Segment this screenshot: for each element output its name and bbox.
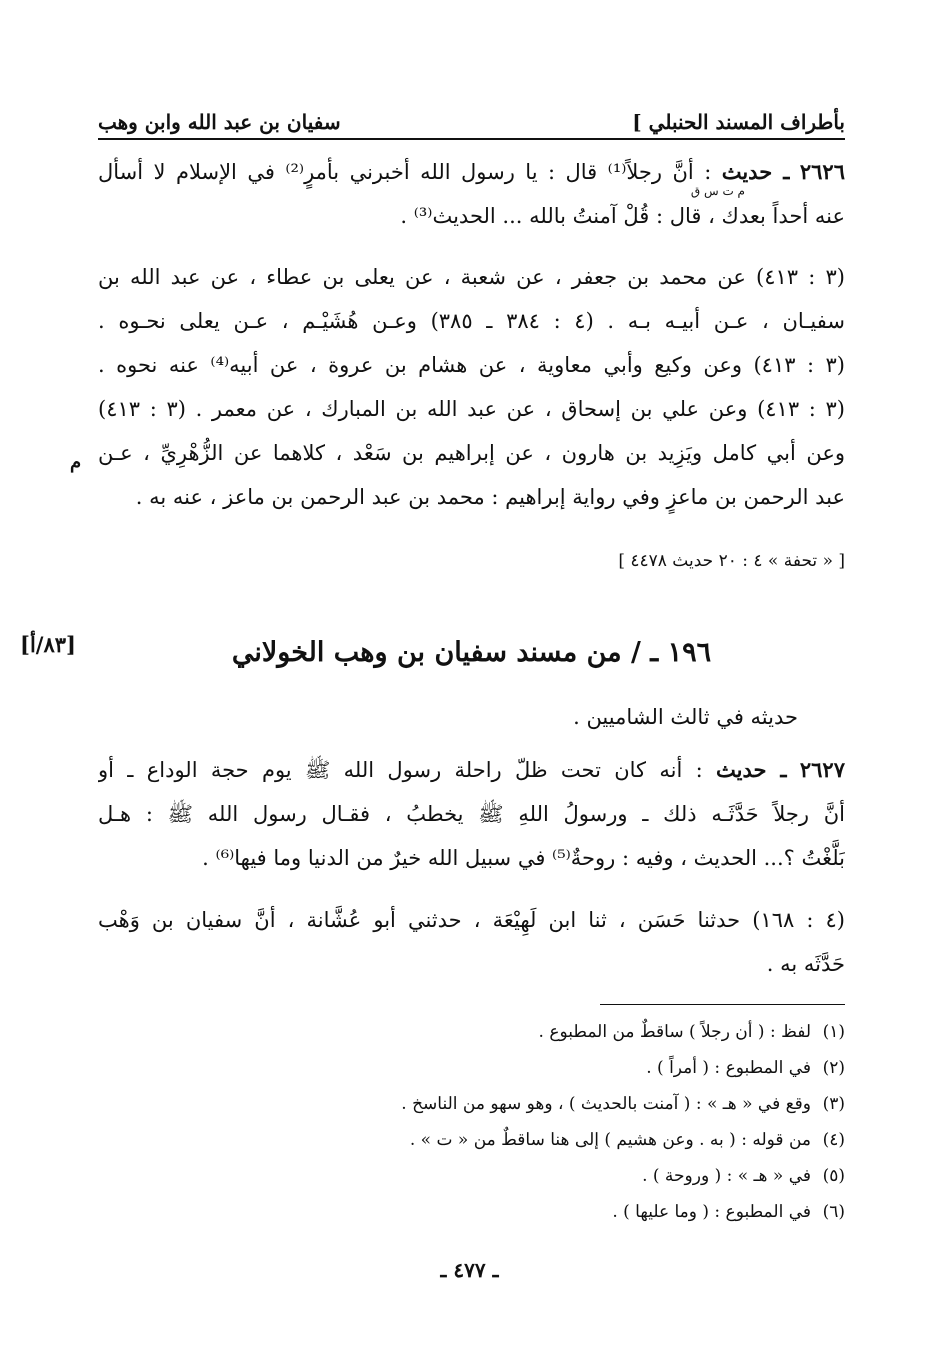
footnote-rule: [600, 1004, 845, 1005]
footnote-number: (٣): [822, 1094, 845, 1114]
hadith-text: : أنَّ رجلاً⁽¹⁾ قال : يا رسول الله أخبرني بأمرٍ⁽²⁾ في الإسلام لا أسأل: [98, 160, 722, 184]
footnote-text: في « هـ » : ( وروحة ) .: [642, 1166, 811, 1186]
isnad-line: عبد الرحمن بن ماعزٍ وفي رواية إبراهيم : محمد بن عبد الرحمن بن ماعز ، عنه به .: [135, 485, 845, 509]
isnad-line: (٣ : ٤١٣) وعن وكيع وأبي معاوية ، عن هشام بن عروة ، عن أبيه⁽⁴⁾ عنه نحوه .: [98, 353, 845, 377]
footnote-text: من قوله : ( به . وعن هشيم ) إلى هنا ساقطٌ من « ت » .: [409, 1130, 811, 1150]
footnote-number: (١): [822, 1022, 845, 1042]
footnote-number: (٥): [822, 1166, 845, 1186]
hadith-line: بَلَّغْتُ ؟... الحديث ، وفيه : روحةٌ⁽⁵⁾ في سبيل الله خيرٌ من الدنيا وما فيها⁽⁶⁾ .: [202, 846, 845, 870]
hadith-line: أنَّ رجلاً حَدَّثَـه ذلك ـ ورسولُ اللهِ ﷺ يخطبُ ، فقـال رسول الله ﷺ : هـل: [98, 802, 845, 826]
isnad-line: (٣ : ٤١٣) وعن علي بن إسحاق ، عن عبد الله بن المبارك ، عن معمر . (٣ : ٤١٣): [98, 397, 845, 421]
footnote: [98, 1122, 845, 1158]
collection-marks: م ت س ق: [690, 184, 745, 198]
footnote: [98, 1050, 845, 1086]
hadith-2626: [98, 150, 845, 238]
folio-margin-note: [٨٣/أ]: [20, 632, 76, 657]
footnote: [98, 1194, 845, 1230]
isnad-line: سفيـان ، عـن أبيـه بـه . (٤ : ٣٨٤ ـ ٣٨٥) وعـن هُشَيْـم ، عـن يعلى نحـوه .: [98, 309, 845, 333]
header-book-title: بأطراف المسند الحنبلي ]: [632, 110, 845, 134]
running-header: [98, 100, 845, 134]
isnad-block: [98, 255, 845, 519]
footnote-number: (٤): [822, 1130, 845, 1150]
footnote: [98, 1014, 845, 1050]
footnote-text: في المطبوع : ( وما عليها ) .: [612, 1202, 811, 1222]
header-rule: [98, 138, 845, 140]
hadith-keyword: ـ حديث: [715, 757, 787, 782]
isnad-line: (٣ : ٤١٣) عن محمد بن جعفر ، عن شعبة ، عن يعلى بن عطاء ، عن عبد الله بن: [98, 265, 845, 289]
isnad-line: وعن أبي كامل ويَزِيد بن هارون ، عن إبراهيم بن سَعْد ، كلاهما عن الزُّهْرِيِّ ، عـن: [98, 441, 845, 465]
footnote-text: لفظ : ( أن رجلاً ) ساقطٌ من المطبوع .: [538, 1022, 811, 1042]
tuhfa-reference: [ « تحفة » ٤ : ٢٠ حديث ٤٤٧٨ ]: [618, 551, 845, 571]
footnote-number: (٢): [822, 1058, 845, 1078]
footnote-text: وقع في « هـ » : ( آمنت بالحديث ) ، وهو سهو من الناسخ .: [401, 1094, 811, 1114]
footnotes: [98, 1014, 845, 1230]
hadith-line: [98, 748, 845, 792]
hadith-keyword: ـ حديث: [721, 159, 790, 184]
section-intro: حديثه في ثالث الشاميين .: [573, 705, 798, 729]
isnad-line: (٤ : ١٦٨) حدثنا حَسَن ، ثنا ابن لَهِيْعَة ، حدثني أبو عُشَّانة ، أنَّ سفيان بن وَهْب: [98, 908, 845, 932]
hadith-number: ٢٦٢٧: [799, 757, 845, 782]
footnote: [98, 1158, 845, 1194]
page-number: ـ ٤٧٧ ـ: [440, 1258, 499, 1282]
isnad-line: حَدَّثَه به .: [766, 952, 845, 976]
hadith-line: عنه أحداً بعدك ، قال : قُلْ آمنتُ بالله ... الحديث⁽³⁾ .: [400, 204, 845, 228]
footnote-text: في المطبوع : ( أمراً ) .: [646, 1058, 811, 1078]
side-mark: م: [70, 452, 82, 473]
header-section-title: سفيان بن عبد الله وابن وهب: [98, 110, 341, 134]
hadith-text: : أنه كان تحت ظلّ راحلة رسول الله ﷺ يوم حجة الوداع ـ أو: [98, 758, 716, 782]
footnote-number: (٦): [822, 1202, 845, 1222]
isnad-block: [98, 898, 845, 986]
hadith-2627: [98, 748, 845, 880]
hadith-number: ٢٦٢٦: [799, 159, 845, 184]
section-title: ١٩٦ ـ / من مسند سفيان بن وهب الخولاني: [231, 637, 712, 668]
footnote: [98, 1086, 845, 1122]
